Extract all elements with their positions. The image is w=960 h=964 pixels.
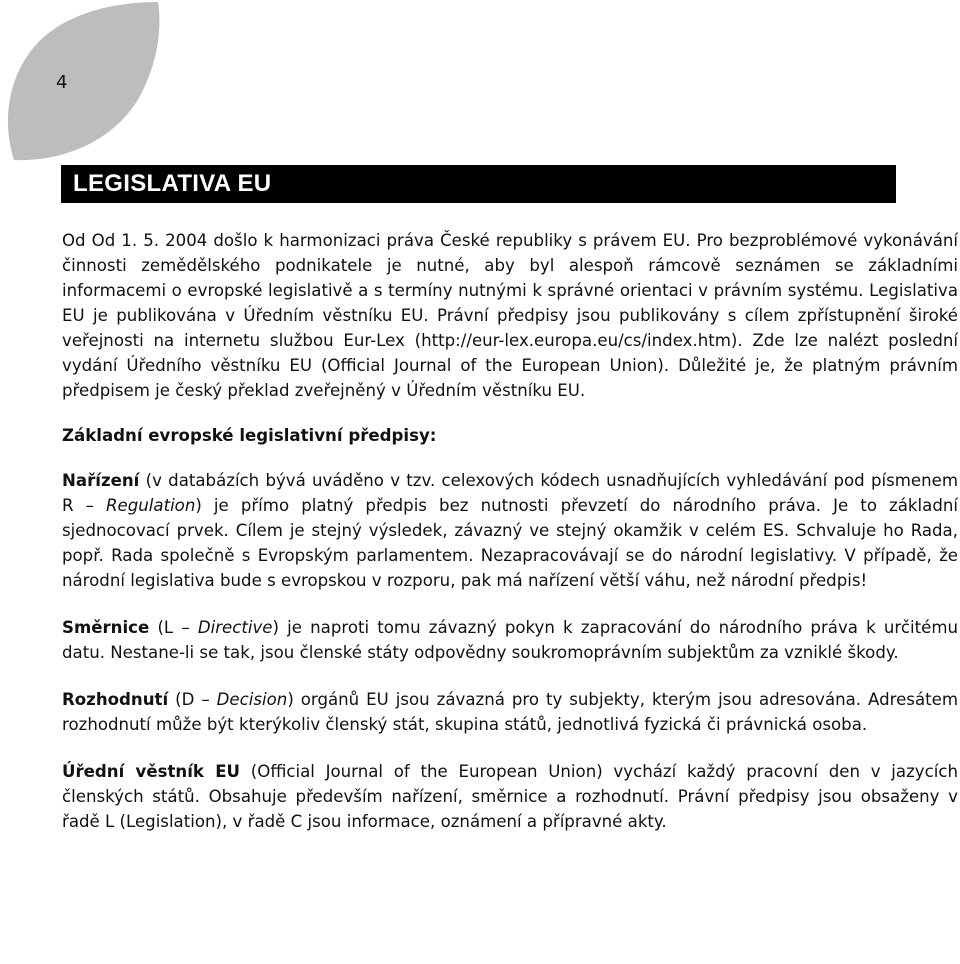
leaf-decoration: [0, 0, 170, 175]
intro-paragraph: Od Od 1. 5. 2004 došlo k harmonizaci práva České republiky s právem EU. Pro bezproblémové vykonávání činnosti zemědělského podnikatele je nutné, aby byl alespoň rámcově seznámen se základními informacemi o evropské legislativě a s termíny nutnými k správné orientaci v právním systému. Legislativa EU je publikována v Úředním věstníku EU. Právní předpisy jsou publikovány s cílem zpřístupnění široké veřejnosti na internetu službou Eur-Lex (http://eur-lex.europa.eu/cs/index.htm). Zde lze nalézt poslední vydání Úředního věstníku EU (Official Journal of the European Union). Důležité je, že platným právním předpisem je český překlad zveřejněný v Úředním věstníku EU.: [62, 231, 958, 400]
vestnik-term: Úřední věstník EU: [62, 762, 241, 781]
narizeni-text-2: ) je přímo platný předpis bez nutnosti převzetí do národního práva. Je to základní sjednocovací prvek. Cílem je stejný výsledek, závazný ve stejný okamžik v celém ES. Schvaluje ho Rada, popř. Rada společně s Evropským parlamentem. Nezapracovávají se do národní legislativy. V případě, že národní legislativa bude s evropskou v rozporu, pak má nařízení větší váhu, než národní předpis!: [62, 496, 958, 590]
smernice-italic: Directive: [197, 618, 273, 637]
rozhodnuti-text-2: ) orgánů EU jsou závazná pro ty subjekty, kterým jsou adresována. Adresátem rozhodnutí může být kterýkoliv členský stát, skupina států, jednotlivá fyzická či právnická osoba.: [62, 690, 958, 734]
narizeni-text-1: (v databázích bývá uváděno v tzv. celexových kódech usnadňujících vyhledávání pod písmenem R –: [62, 471, 958, 515]
smernice-text-1: (L –: [149, 618, 198, 637]
narizeni-term: Nařízení: [62, 471, 140, 490]
page-number: 4: [56, 72, 68, 93]
smernice-term: Směrnice: [62, 618, 150, 637]
vestnik-paragraph: [62, 759, 958, 834]
narizeni-paragraph: [62, 468, 958, 593]
rozhodnuti-text-1: (D –: [168, 690, 217, 709]
page-title: LEGISLATIVA EU: [73, 170, 272, 197]
rozhodnuti-paragraph: [62, 687, 958, 737]
document-body: [62, 228, 958, 834]
narizeni-italic: Regulation: [106, 496, 196, 515]
legislation-heading: Základní evropské legislativní předpisy:: [62, 426, 437, 445]
rozhodnuti-term: Rozhodnutí: [62, 690, 169, 709]
smernice-paragraph: [62, 615, 958, 665]
section-title-bar: [61, 165, 896, 203]
rozhodnuti-italic: Decision: [216, 690, 288, 709]
smernice-text-2: ) je naproti tomu závazný pokyn k zapracování do národního práva k určitému datu. Nestane-li se tak, jsou členské státy odpovědny soukromoprávním subjektům za vzniklé škody.: [62, 618, 958, 662]
vestnik-text: (Official Journal of the European Union) vychází každý pracovní den v jazycích členských států. Obsahuje především nařízení, směrnice a rozhodnutí. Právní předpisy jsou obsaženy v řadě L (Legislation), v řadě C jsou informace, oznámení a přípravné akty.: [62, 762, 958, 831]
